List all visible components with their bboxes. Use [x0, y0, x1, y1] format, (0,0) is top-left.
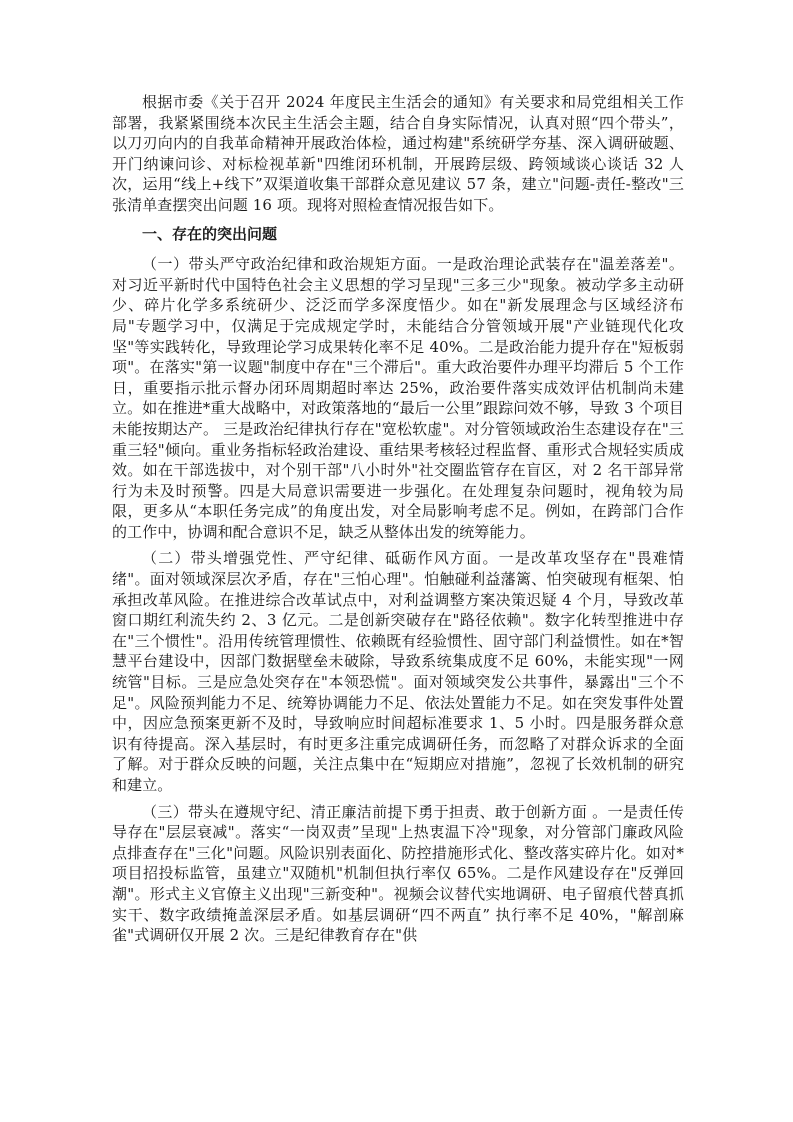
intro-paragraph: 根据市委《关于召开 2024 年度民主生活会的通知》有关要求和局党组相关工作部署，我紧紧围绕本次民主生活会主题，结合自身实际情况，认真对照“四个带头”，以刀刃向内的自我革命精神开展政治体检，通过构建"系统研学夯基、深入调研破题、开门纳谏问诊、对标检视革新"四维闭环机制，开展跨层级、跨领域谈心谈话 32 人次，运用“线上+线下”双渠道收集干部群众意见建议 57 条，建立"问题-责任-整改"三张清单查摆突出问题 16 项。现将对照检查情况报告如下。 — [112, 93, 684, 214]
paragraph-political-discipline: （一）带头严守政治纪律和政治规矩方面。一是政治理论武装存在"温差落差"。对习近平新时代中国特色社会主义思想的学习呈现"三多三少"现象。被动学多主动研少、碎片化学多系统研少、泛泛而学多深度悟少。如在"新发展理念与区域经济布局"专题学习中，仅满足于完成规定学时，未能结合分管领域开展"产业链现代化攻坚"等实践转化，导致理论学习成果转化率不足 40%。二是政治能力提升存在"短板弱项"。在落实"第一议题"制度中存在"三个滞后"。重大政治要件办理平均滞后 5 个工作日，重要指示批示督办闭环周期超时率达 25%，政治要件落实成效评估机制尚未建立。如在推进*重大战略中，对政策落地的“最后一公里”跟踪问效不够，导致 3 个项目未能按期达产。 三是政治纪律执行存在"宽松软虚"。对分管领域政治生态建设存在"三重三轻"倾向。重业务指标轻政治建设、重结果考核轻过程监督、重形式合规轻实质成效。如在干部选拔中，对个别干部"八小时外"社交圈监管存在盲区，对 2 名干部异常行为未及时预警。四是大局意识需要进一步强化。在处理复杂问题时，视角较为局限，更多从“本职任务完成”的角度出发，对全局影响考虑不足。例如，在跨部门合作的工作中，协调和配合意识不足，缺乏从整体出发的统筹能力。 — [112, 255, 684, 541]
section-heading-problems: 一、存在的突出问题 — [142, 224, 278, 243]
document-page — [112, 92, 684, 952]
paragraph-integrity-innovation: （三）带头在遵规守纪、清正廉洁前提下勇于担责、敢于创新方面 。一是责任传导存在"层层衰减"。落实“一岗双责”呈现"上热衷温下冷"现象，对分管部门廉政风险点排查存在"三化"问题。风险识别表面化、防控措施形式化、整改落实碎片化。如对*项目招投标监管，虽建立"双随机"机制但执行率仅 65%。二是作风建设存在"反弹回潮"。形式主义官僚主义出现"三新变种"。视频会议替代实地调研、电子留痕代替真抓实干、数字政绩掩盖深层矛盾。如基层调研“四不两直” 执行率不足 40%，"解剖麻雀"式调研仅开展 2 次。三是纪律教育存在"供 — [112, 802, 684, 945]
paragraph-party-spirit: （二）带头增强党性、严守纪律、砥砺作风方面。一是改革攻坚存在"畏难情绪"。面对领域深层次矛盾，存在"三怕心理"。怕触碰利益藩篱、怕突破现有框架、怕承担改革风险。在推进综合改革试点中，对利益调整方案决策迟疑 4 个月，导致改革窗口期红利流失约 2、3 亿元。二是创新突破存在"路径依赖"。数字化转型推进中存在"三个惯性"。沿用传统管理惯性、依赖既有经验惯性、固守部门利益惯性。如在*智慧平台建设中，因部门数据壁垒未破除，导致系统集成度不足 60%，未能实现"一网统管"目标。三是应急处突存在"本领恐慌"。面对领域突发公共事件，暴露出"三个不足"。风险预判能力不足、统筹协调能力不足、依法处置能力不足。如在突发事件处置中，因应急预案更新不及时，导致响应时间超标准要求 1、5 小时。四是服务群众意识有待提高。深入基层时，有时更多注重完成调研任务，而忽略了对群众诉求的全面了解。对于群众反映的问题，关注点集中在“短期应对措施”，忽视了长效机制的研究和建立。 — [112, 549, 684, 794]
